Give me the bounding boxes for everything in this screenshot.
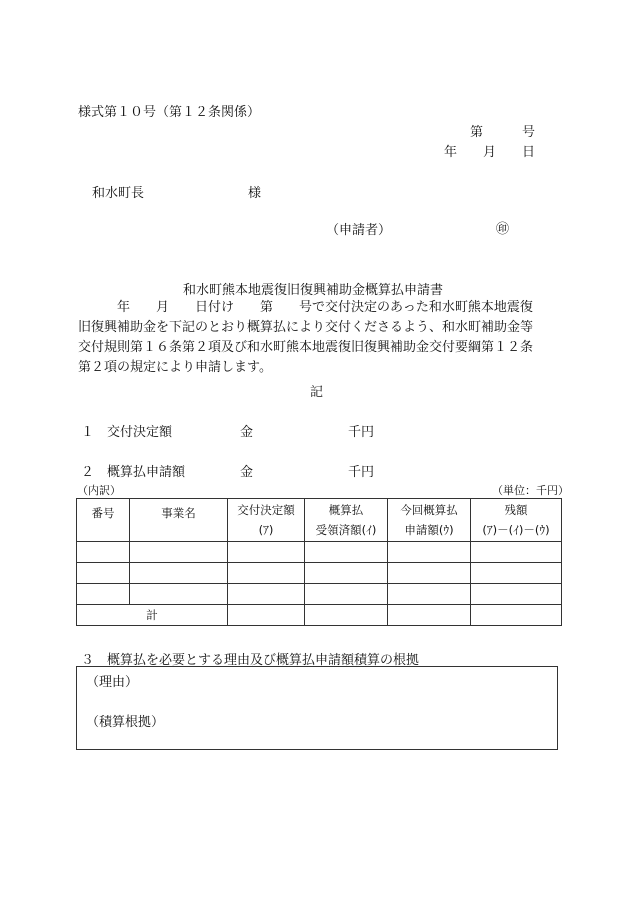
header-line: (ｱ) [258, 523, 274, 537]
header-line: (ｱ)－(ｲ)－(ｳ) [482, 523, 550, 537]
header-line: 残額 [504, 503, 528, 517]
header-received-amount [305, 499, 388, 542]
table-row [77, 584, 562, 605]
table-row [77, 563, 562, 584]
table-cell[interactable] [130, 542, 228, 563]
breakdown-table [76, 498, 562, 626]
item2-unit: 千円 [348, 465, 375, 480]
table-cell[interactable] [471, 584, 562, 605]
header-line: 受領済額(ｲ) [315, 523, 377, 537]
table-cell[interactable] [305, 605, 388, 626]
table-cell[interactable] [388, 584, 471, 605]
unit-note: （単位：千円） [492, 484, 569, 497]
document-title: 和水町熊本地震復旧復興補助金概算払申請書 [183, 283, 444, 298]
body-line: 第２項の規定により申請します。 [78, 360, 272, 375]
table-cell[interactable] [388, 563, 471, 584]
seal-mark: ㊞ [496, 222, 510, 237]
table-cell[interactable] [471, 605, 562, 626]
table-cell[interactable] [305, 542, 388, 563]
reason-box[interactable] [76, 666, 558, 750]
header-request-amount [388, 499, 471, 542]
body-line: 交付規則第１６条第２項及び和水町熊本地震復旧復興補助金交付要綱第１２条 [78, 340, 534, 355]
breakdown-label: （内訳） [77, 484, 121, 497]
basis-label: （積算根拠） [86, 715, 165, 730]
table-cell[interactable] [77, 542, 130, 563]
body-line: 旧復興補助金を下記のとおり概算払により交付くださるよう、和水町補助金等 [78, 320, 534, 335]
header-remaining [471, 499, 562, 542]
ki-mark: 記 [310, 385, 324, 400]
form-label: 様式第１０号（第１２条関係） [78, 105, 261, 120]
total-label-cell: 計 [77, 605, 228, 626]
table-cell[interactable] [471, 542, 562, 563]
item1-kin: 金 [240, 425, 254, 440]
addressee: 和水町長 様 [92, 186, 262, 201]
table-cell[interactable] [388, 542, 471, 563]
table-header-row [77, 499, 562, 542]
header-line: 申請額(ｳ) [404, 523, 454, 537]
header-line: 交付決定額 [237, 503, 295, 517]
table-cell[interactable] [305, 584, 388, 605]
header-line: 今回概算払 [400, 503, 458, 517]
doc-date: 年 月 日 [444, 145, 536, 160]
header-number: 番号 [77, 499, 130, 542]
header-line: 概算払 [328, 503, 364, 517]
body-text [78, 298, 533, 378]
doc-number: 第 号 [470, 125, 536, 140]
header-decided-amount [228, 499, 305, 542]
table-cell[interactable] [228, 584, 305, 605]
item1-label: １ 交付決定額 [81, 425, 173, 440]
table-row [77, 542, 562, 563]
item2-kin: 金 [240, 465, 254, 480]
item2-label: ２ 概算払申請額 [81, 465, 186, 480]
table-cell[interactable] [228, 605, 305, 626]
table-cell[interactable] [130, 584, 228, 605]
table-total-row [77, 605, 562, 626]
item1-unit: 千円 [348, 425, 375, 440]
table-cell[interactable] [77, 563, 130, 584]
applicant-label: （申請者） [326, 223, 392, 238]
reason-label: （理由） [86, 675, 139, 690]
table-cell[interactable] [130, 563, 228, 584]
header-project-name: 事業名 [130, 499, 228, 542]
item3-heading: ３ 概算払を必要とする理由及び概算払申請額積算の根拠 [81, 653, 420, 668]
table-cell[interactable] [471, 563, 562, 584]
table-cell[interactable] [228, 542, 305, 563]
table-cell[interactable] [305, 563, 388, 584]
table-cell[interactable] [388, 605, 471, 626]
table-cell[interactable] [228, 563, 305, 584]
body-line: 年 月 日付け 第 号で交付決定のあった和水町熊本地震復 [78, 300, 533, 315]
table-cell[interactable] [77, 584, 130, 605]
